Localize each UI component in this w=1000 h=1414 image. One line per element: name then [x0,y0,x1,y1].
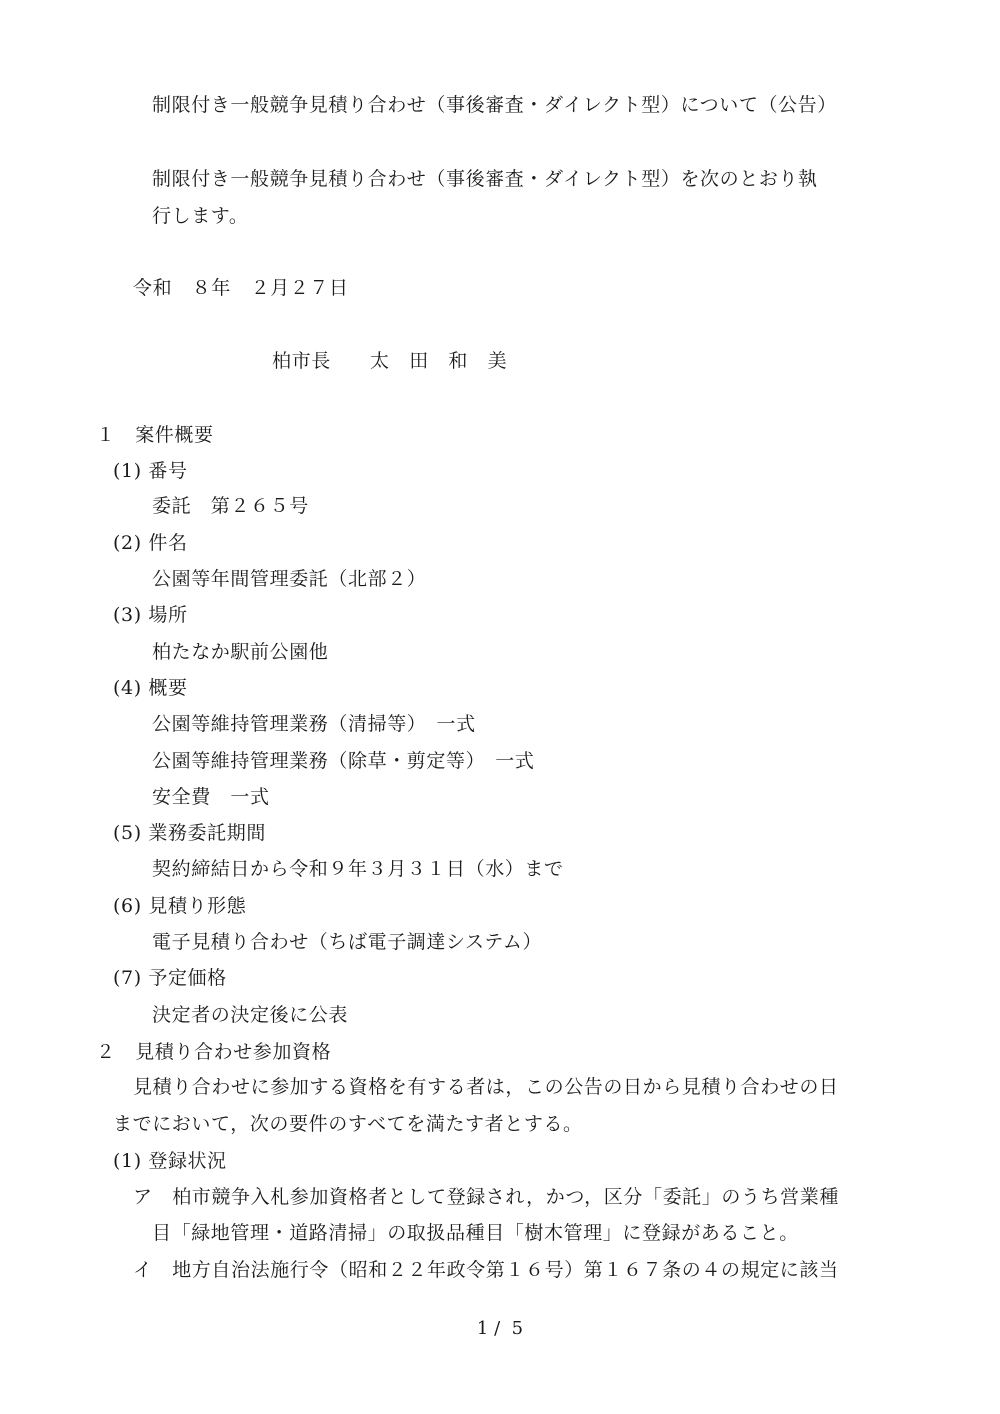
item-period-label: (5) 業務委託期間 [113,822,266,844]
item-summary-line-2: 公園等維持管理業務（除草・剪定等） 一式 [152,750,535,772]
item-summary-line-1: 公園等維持管理業務（清掃等） 一式 [152,713,476,735]
notice-date: 令和 ８年 ２月２７日 [133,277,349,299]
item-price-value: 決定者の決定後に公表 [152,1004,349,1026]
item-location-value: 柏たなか駅前公園他 [152,641,329,663]
section-2-paragraph-line-2: までにおいて，次の要件のすべてを満たす者とする。 [113,1113,583,1135]
item-location-label: (3) 場所 [113,604,188,626]
issuer-name: 柏市長 太 田 和 美 [272,350,508,372]
item-summary-line-3: 安全費 一式 [152,786,270,808]
section-1-heading: １ 案件概要 [96,424,214,446]
notice-title: 制限付き一般競争見積り合わせ（事後審査・ダイレクト型）について（公告） [152,94,837,116]
item-format-value: 電子見積り合わせ（ちば電子調達システム） [152,931,543,953]
item-number-label: (1) 番号 [113,460,188,482]
section-2-heading: ２ 見積り合わせ参加資格 [96,1041,332,1063]
registration-status-label: (1) 登録状況 [113,1150,227,1172]
requirement-i-line-1: イ 地方自治法施行令（昭和２２年政令第１６号）第１６７条の４の規定に該当 [133,1259,839,1281]
item-price-label: (7) 予定価格 [113,967,227,989]
item-subject-value: 公園等年間管理委託（北部２） [152,568,427,590]
page-number: 1 / 5 [476,1318,524,1339]
requirement-a-line-2: 目「緑地管理・道路清掃」の取扱品種目「樹木管理」に登録があること。 [152,1222,799,1244]
intro-text-line-2: 行します。 [152,205,249,227]
section-2-paragraph-line-1: 見積り合わせに参加する資格を有する者は，この公告の日から見積り合わせの日 [133,1076,839,1098]
item-format-label: (6) 見積り形態 [113,895,247,917]
item-summary-label: (4) 概要 [113,677,188,699]
item-period-value: 契約締結日から令和９年３月３１日（水）まで [152,858,564,880]
item-subject-label: (2) 件名 [113,532,188,554]
requirement-a-line-1: ア 柏市競争入札参加資格者として登録され，かつ，区分「委託」のうち営業種 [133,1186,839,1208]
item-number-value: 委託 第２６５号 [152,495,309,517]
intro-text-line-1: 制限付き一般競争見積り合わせ（事後審査・ダイレクト型）を次のとおり執 [152,168,818,190]
